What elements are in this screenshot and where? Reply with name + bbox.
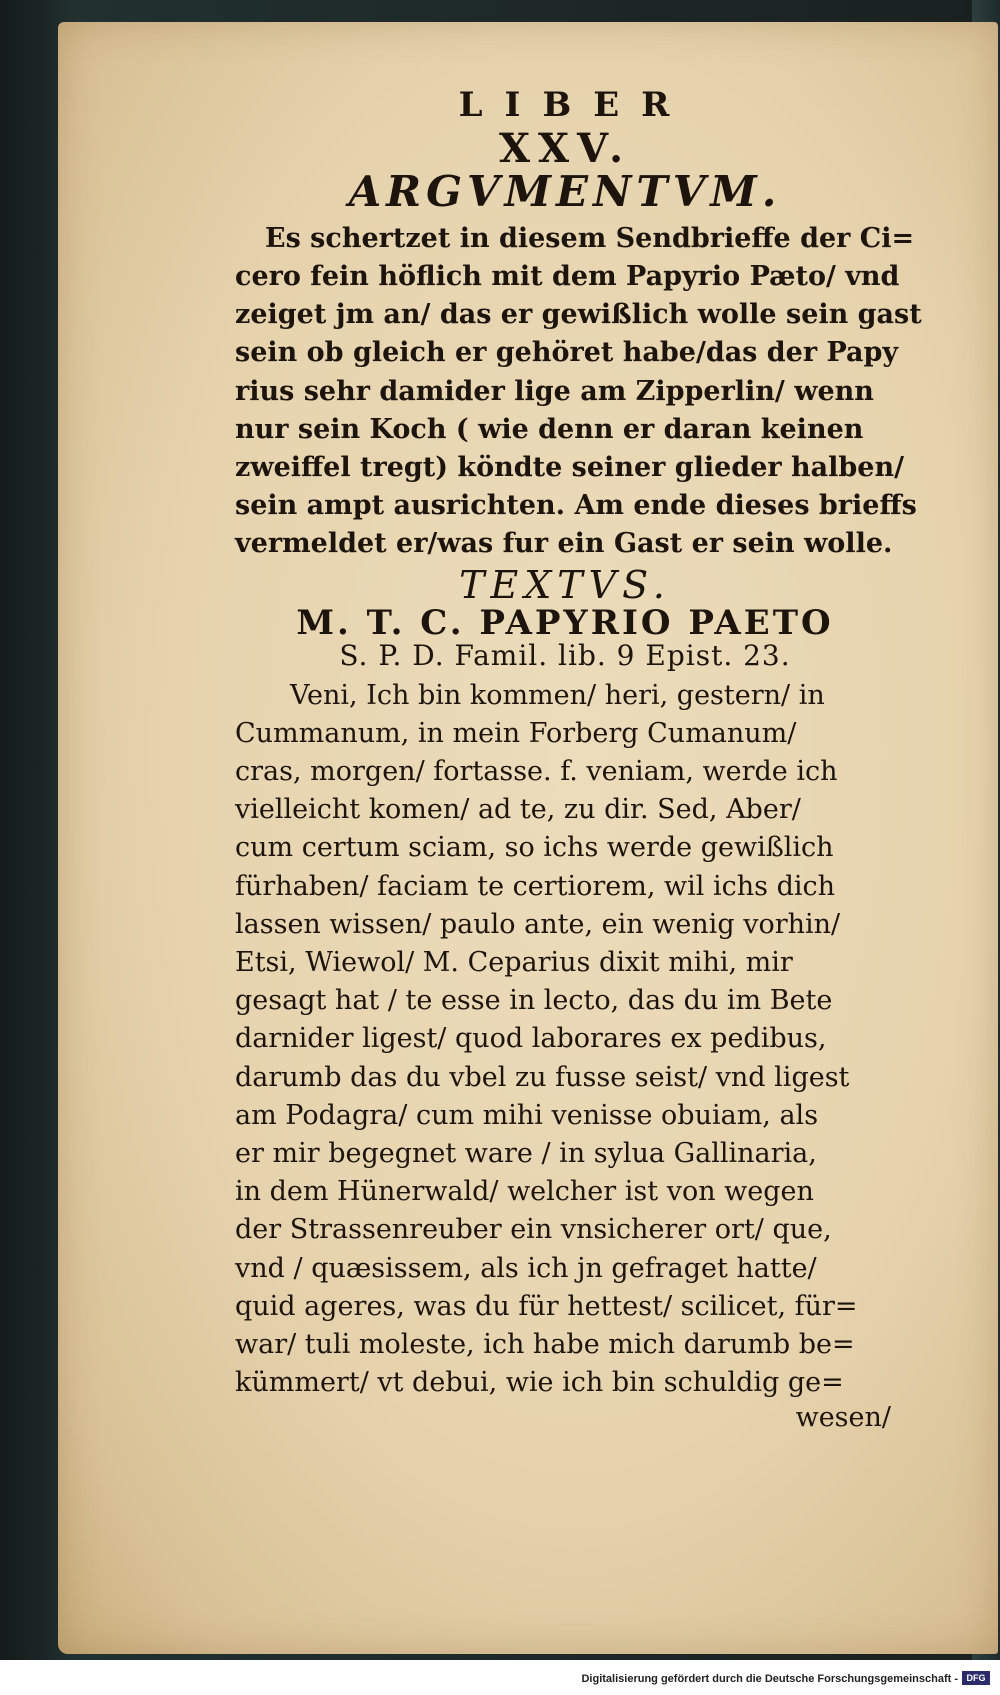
funding-credit: Digitalisierung gefördert durch die Deutsche Forschungsgemeinschaft -	[581, 1673, 958, 1685]
text-line: war/ tuli moleste, ich habe mich darumb be=	[235, 1329, 855, 1361]
text-line: Veni, Ich bin kommen/ heri, gestern/ in	[290, 679, 825, 711]
text-line: Cummanum, in mein Forberg Cumanum/	[235, 717, 797, 749]
textus-heading: TEXTVS.	[459, 562, 671, 607]
letter-body	[235, 677, 895, 1403]
text-line: vnd / quæsissem, als ich jn gefraget hatte/	[235, 1252, 817, 1284]
text-line: in dem Hünerwald/ welcher ist von wegen	[235, 1176, 814, 1208]
argument-line: Es schertzet in diesem Sendbrieffe der Ci=	[265, 222, 915, 254]
text-line: Etsi, Wiewol/ M. Ceparius dixit mihi, mir	[235, 947, 793, 978]
argument-line: zweiffel tregt) köndte seiner glieder halben/	[235, 452, 904, 483]
text-line: er mir begegnet ware / in sylua Gallinaria,	[235, 1138, 817, 1170]
dfg-logo: DFG	[962, 1671, 990, 1685]
argument-line: rius sehr damider lige am Zipperlin/ wenn	[235, 375, 874, 407]
text-line: darumb das du vbel zu fusse seist/ vnd ligest	[235, 1061, 850, 1093]
argument-line: cero fein höflich mit dem Papyrio Pæto/ vnd	[235, 260, 900, 292]
digitization-footer	[0, 1660, 1000, 1695]
argument-line: zeiget jm an/ das er gewißlich wolle sein gast	[235, 299, 922, 331]
text-line: cras, morgen/ fortasse. f. veniam, werde ich	[235, 755, 838, 787]
text-line: quid ageres, was du für hettest/ scilicet, für=	[235, 1290, 858, 1322]
book-number: XXV.	[498, 124, 632, 172]
catchword: wesen/	[795, 1402, 891, 1434]
argument-line: vermeldet er/was fur ein Gast er sein wolle.	[235, 528, 893, 560]
page-content	[235, 80, 922, 1434]
text-line: cum certum sciam, so ichs werde gewißlich	[235, 832, 834, 864]
argument-line: sein ob gleich er gehöret habe/das der Papy	[235, 337, 899, 369]
running-head-liber: LIBER	[458, 85, 692, 125]
text-line: der Strassenreuber ein vnsicherer ort/ que,	[235, 1214, 832, 1246]
letter-address: M. T. C. PAPYRIO PAETO	[296, 602, 834, 643]
text-line: gesagt hat / te esse in lecto, das du im Bete	[235, 985, 833, 1017]
argument-paragraph	[235, 220, 922, 564]
text-line: darnider ligest/ quod laborares ex pedibus,	[235, 1023, 827, 1055]
text-line: lassen wissen/ paulo ante, ein wenig vorhin/	[235, 908, 841, 940]
argument-line: sein ampt ausrichten. Am ende dieses brieffs	[235, 490, 917, 522]
text-line: kümmert/ vt debui, wie ich bin schuldig ge=	[235, 1367, 844, 1399]
argumentum-heading: ARGVMENTVM.	[348, 166, 782, 216]
letter-source: S. P. D. Famil. lib. 9 Epist. 23.	[339, 639, 791, 673]
text-line: vielleicht komen/ ad te, zu dir. Sed, Aber/	[235, 794, 801, 826]
text-line: am Podagra/ cum mihi venisse obuiam, als	[235, 1099, 819, 1131]
text-line: fürhaben/ faciam te certiorem, wil ichs dich	[235, 870, 836, 902]
argument-line: nur sein Koch ( wie denn er daran keinen	[235, 413, 864, 445]
